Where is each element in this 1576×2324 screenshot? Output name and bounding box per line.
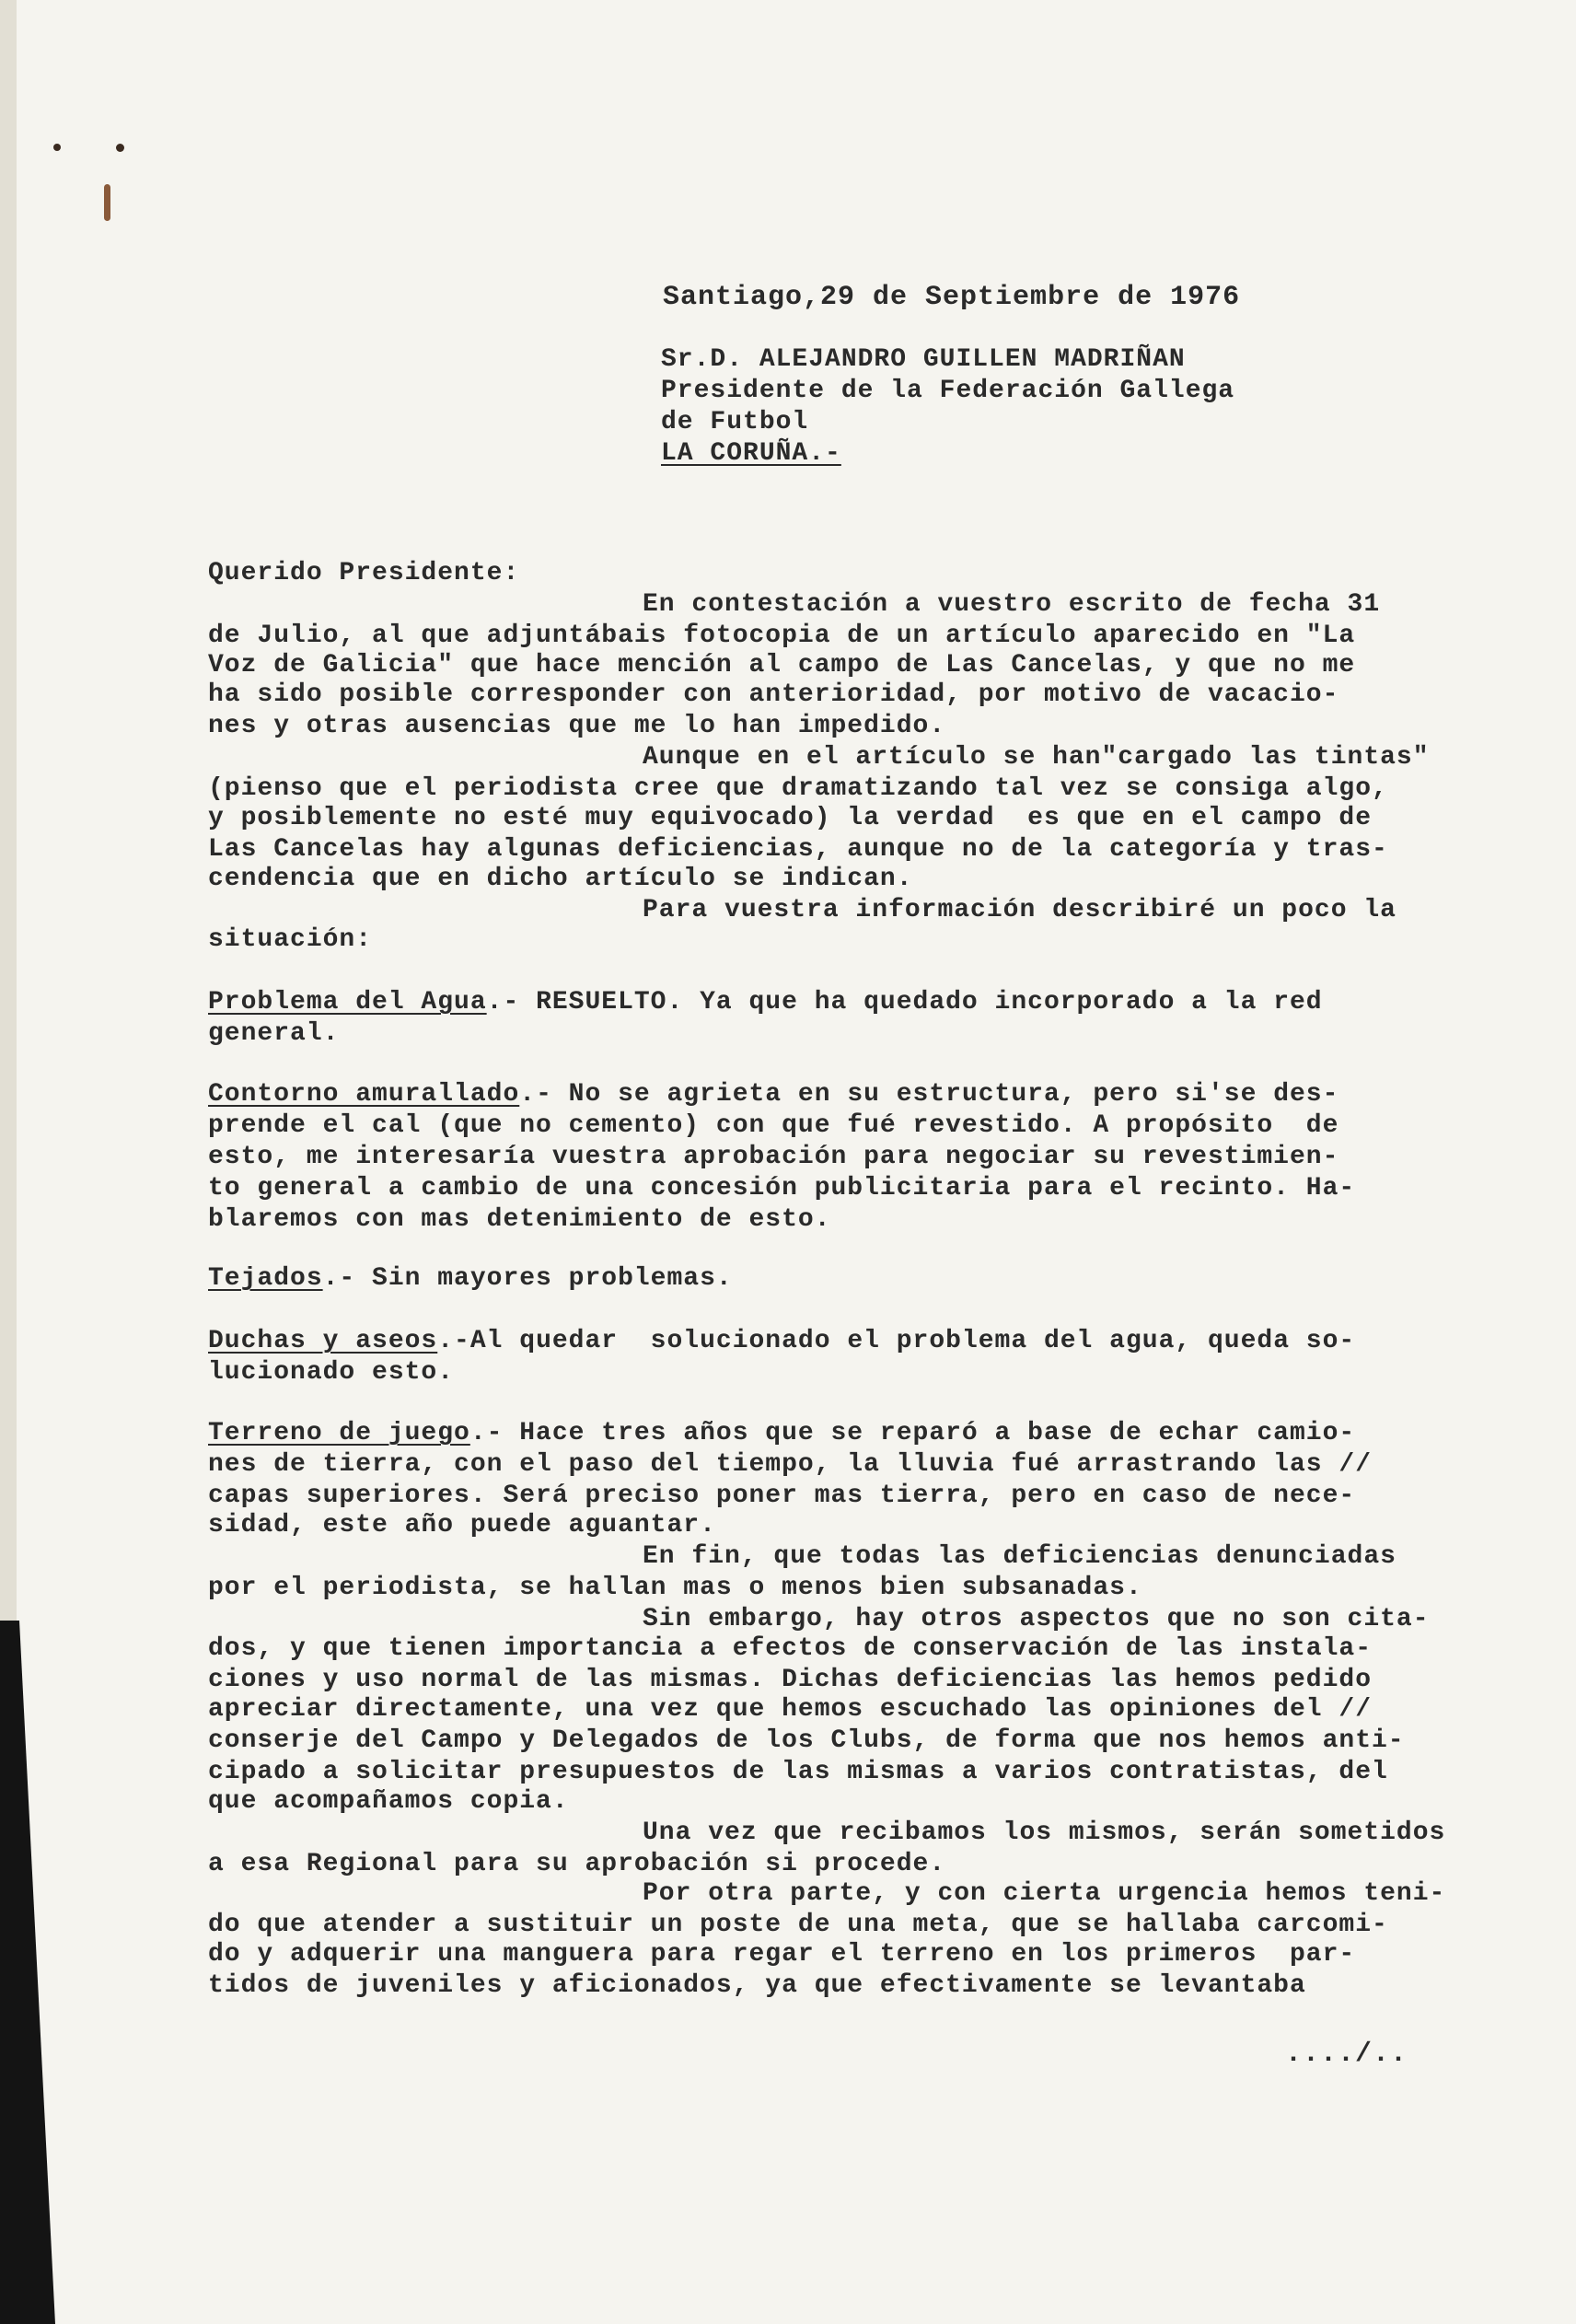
closing-line: apreciar directamente, una vez que hemos escuchado las opiniones del // xyxy=(208,1695,1372,1724)
closing-line: Por otra parte, y con cierta urgencia hemos teni- xyxy=(643,1879,1446,1908)
closing-line: Sin embargo, hay otros aspectos que no son cita- xyxy=(643,1605,1430,1633)
section-text: nes de tierra, con el paso del tiempo, la lluvia fué arrastrando las // xyxy=(208,1450,1372,1479)
recipient-title: Presidente de la Federación Gallega xyxy=(661,377,1235,405)
section-text: .- No se agrieta en su estructura, pero si'se des- xyxy=(519,1080,1339,1109)
section-text: .- Sin mayores problemas. xyxy=(322,1264,733,1293)
intro-line: En contestación a vuestro escrito de fecha 31 xyxy=(643,590,1381,619)
section-wall xyxy=(208,1079,1338,1110)
section-water xyxy=(208,987,1323,1018)
intro-line: situación: xyxy=(208,925,373,954)
ink-spot xyxy=(53,144,61,151)
section-text: .- RESUELTO. Ya que ha quedado incorporado a la red xyxy=(486,988,1323,1017)
recipient-name: Sr.D. ALEJANDRO GUILLEN MADRIÑAN xyxy=(661,345,1186,374)
section-text: sidad, este año puede aguantar. xyxy=(208,1511,716,1540)
closing-line: do y adquerir una manguera para regar el terreno en los primeros par- xyxy=(208,1940,1356,1969)
closing-line: dos, y que tienen importancia a efectos de conservación de las instala- xyxy=(208,1634,1372,1663)
section-text: general. xyxy=(208,1019,340,1048)
letter-date: Santiago,29 de Septiembre de 1976 xyxy=(663,282,1241,313)
intro-line: (pienso que el periodista cree que dramatizando tal vez se consiga algo, xyxy=(208,774,1388,803)
section-heading: Terreno de juego xyxy=(208,1419,470,1447)
closing-line: do que atender a sustituir un poste de una meta, que se hallaba carcomi- xyxy=(208,1911,1388,1939)
recipient-city: LA CORUÑA.- xyxy=(661,439,841,468)
closing-line: ciones y uso normal de las mismas. Dichas deficiencias las hemos pedido xyxy=(208,1666,1372,1694)
closing-line: por el periodista, se hallan mas o menos bien subsanadas. xyxy=(208,1574,1142,1602)
recipient-organization: de Futbol xyxy=(661,408,809,436)
ink-spot xyxy=(116,144,124,152)
section-text: prende el cal (que no cemento) con que fué revestido. A propósito de xyxy=(208,1111,1339,1140)
section-text: esto, me interesaría vuestra aprobación para negociar su revestimien- xyxy=(208,1143,1339,1171)
section-text: capas superiores. Será preciso poner mas tierra, pero en caso de nece- xyxy=(208,1482,1356,1510)
intro-line: nes y otras ausencias que me lo han impedido. xyxy=(208,712,946,740)
section-heading: Duchas y aseos xyxy=(208,1327,438,1355)
intro-line: Aunque en el artículo se han"cargado las tintas" xyxy=(643,743,1430,772)
salutation: Querido Presidente: xyxy=(208,559,520,587)
section-heading: Contorno amurallado xyxy=(208,1080,520,1109)
closing-line: En fin, que todas las deficiencias denunciadas xyxy=(643,1542,1396,1571)
closing-line: Una vez que recibamos los mismos, serán sometidos xyxy=(643,1819,1446,1847)
section-text: .-Al quedar solucionado el problema del agua, queda so- xyxy=(437,1327,1356,1355)
intro-line: Para vuestra información describiré un poco la xyxy=(643,896,1396,924)
intro-line: cendencia que en dicho artículo se indican. xyxy=(208,865,913,893)
section-showers xyxy=(208,1326,1355,1357)
section-heading: Tejados xyxy=(208,1264,323,1293)
section-pitch xyxy=(208,1418,1355,1449)
section-text: to general a cambio de una concesión publicitaria para el recinto. Ha- xyxy=(208,1174,1356,1203)
closing-line: cipado a solicitar presupuestos de las mismas a varios contratistas, del xyxy=(208,1758,1388,1786)
closing-line: tidos de juveniles y aficionados, ya que efectivamente se levantaba xyxy=(208,1971,1306,2000)
closing-line: a esa Regional para su aprobación si procede. xyxy=(208,1850,946,1878)
intro-line: ha sido posible corresponder con anterioridad, por motivo de vacacio- xyxy=(208,680,1339,709)
section-text: .- Hace tres años que se reparó a base de echar camio- xyxy=(469,1419,1356,1447)
intro-line: Voz de Galicia" que hace mención al campo de Las Cancelas, y que no me xyxy=(208,651,1356,680)
intro-line: de Julio, al que adjuntábais fotocopia de un artículo aparecido en "La xyxy=(208,622,1356,650)
intro-line: y posiblemente no esté muy equivocado) la verdad es que en el campo de xyxy=(208,804,1372,832)
section-heading: Problema del Agua xyxy=(208,988,487,1017)
section-roofs xyxy=(208,1263,733,1295)
section-text: blaremos con mas detenimiento de esto. xyxy=(208,1205,831,1234)
ink-spot xyxy=(104,184,110,221)
continuation-marker: ..../.. xyxy=(1285,2039,1408,2070)
closing-line: que acompañamos copia. xyxy=(208,1787,569,1816)
closing-line: conserje del Campo y Delegados de los Clubs, de forma que nos hemos anti- xyxy=(208,1726,1405,1755)
section-text: lucionado esto. xyxy=(208,1358,455,1387)
intro-line: Las Cancelas hay algunas deficiencias, aunque no de la categoría y tras- xyxy=(208,835,1388,864)
